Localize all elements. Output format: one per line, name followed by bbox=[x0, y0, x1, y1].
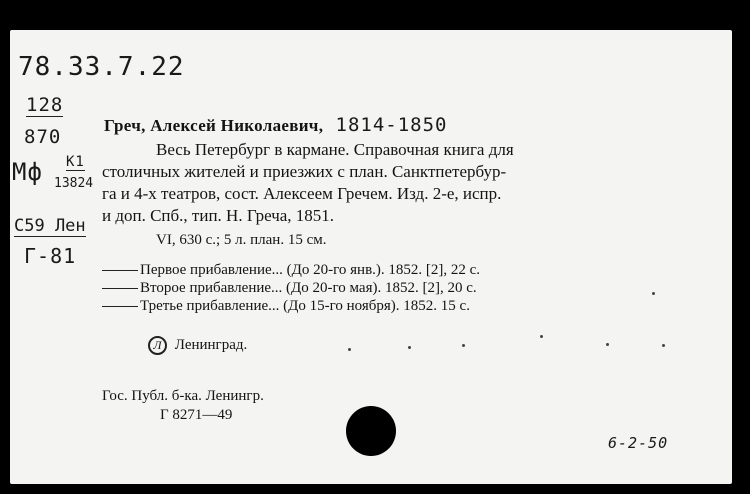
location-line bbox=[148, 336, 247, 355]
entry-line-3: га и 4-х театров, сост. Алексеем Гречем. Изд. 2-е, испр. bbox=[102, 184, 502, 203]
library-name: Гос. Публ. б-ка. Ленингр. bbox=[102, 388, 264, 404]
ink-speck bbox=[606, 343, 609, 346]
entry-line-4: и доп. Спб., тип. Н. Греча, 1851. bbox=[102, 206, 335, 225]
ink-speck bbox=[408, 346, 411, 349]
margin-number-2: 870 bbox=[24, 126, 62, 148]
location: Ленинград. bbox=[174, 337, 248, 353]
margin-code-1-sub: 13824 bbox=[54, 176, 94, 191]
author-name: Греч, Алексей Николаевич, bbox=[104, 116, 324, 135]
date-note: 6-2-50 bbox=[608, 434, 669, 452]
call-number: 78.33.7.22 bbox=[18, 52, 185, 82]
catalog-card bbox=[10, 30, 732, 484]
inventory-number: Г 8271—49 bbox=[160, 407, 233, 423]
margin-number-1: 128 bbox=[26, 94, 64, 116]
margin-code-2: С59 Лен bbox=[14, 216, 86, 236]
margin-code-1-sup: К1 bbox=[66, 154, 85, 170]
author-heading bbox=[104, 116, 447, 135]
entry-line-1: Весь Петербург в кармане. Справочная книга для bbox=[156, 140, 514, 159]
supplement-3: Третье прибавление... (До 15-го ноября). 1852. 15 с. bbox=[102, 298, 470, 315]
supplement-2: Второе прибавление... (До 20-го мая). 1852. [2], 20 с. bbox=[102, 280, 477, 297]
supplement-1: Первое прибавление... (До 20-го янв.). 1852. [2], 22 с. bbox=[102, 262, 480, 279]
margin-code-1: Мф bbox=[12, 158, 43, 186]
ink-speck bbox=[348, 348, 351, 351]
author-years: 1814-1850 bbox=[335, 114, 448, 136]
ink-speck bbox=[652, 292, 655, 295]
ink-speck bbox=[662, 344, 665, 347]
stamp-symbol: Л bbox=[148, 336, 167, 355]
ink-speck bbox=[462, 344, 465, 347]
ink-speck bbox=[540, 335, 543, 338]
punch-hole bbox=[346, 406, 396, 456]
margin-code-3: Г-81 bbox=[24, 244, 77, 268]
physical-description: VI, 630 с.; 5 л. план. 15 см. bbox=[156, 232, 327, 248]
entry-line-2: столичных жителей и приезжих с план. Санктпетербур- bbox=[102, 162, 507, 181]
